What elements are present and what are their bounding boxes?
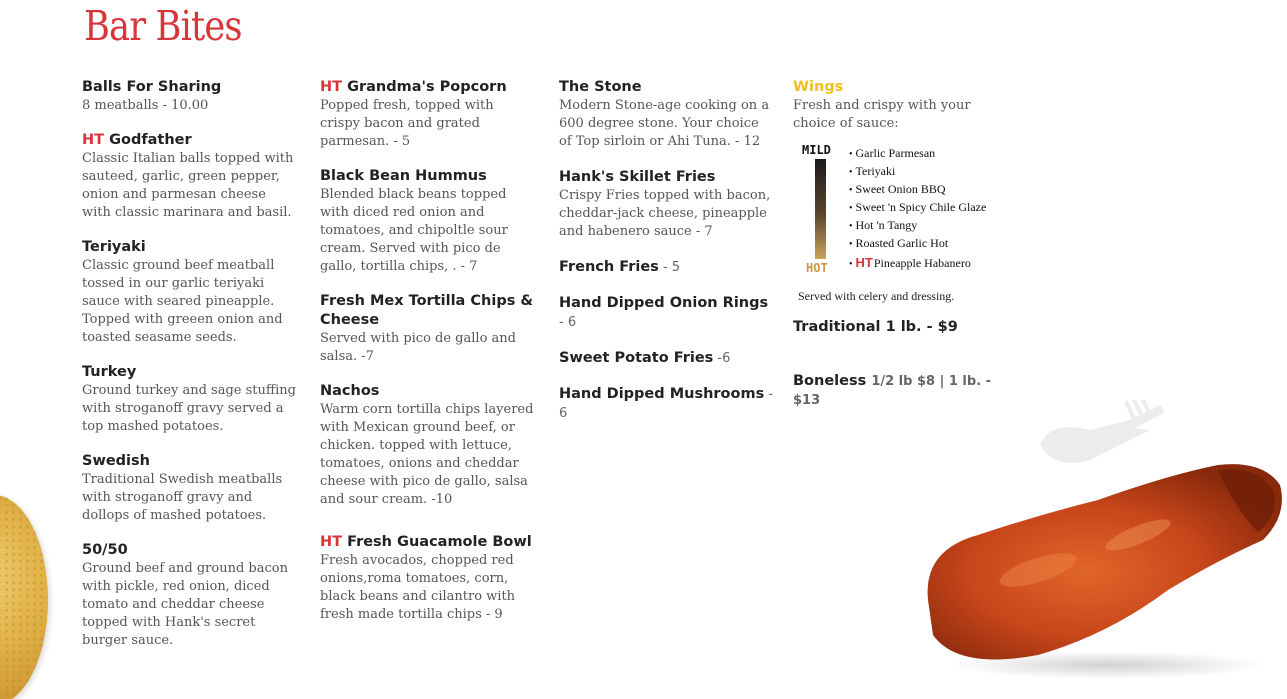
chicken-wing-image <box>918 440 1287 680</box>
item-name: 50/50 <box>82 542 128 558</box>
item-price: - 6 <box>559 315 577 330</box>
menu-item <box>82 541 297 650</box>
menu-column-2 <box>320 78 535 640</box>
item-name: Balls For Sharing <box>82 79 222 95</box>
item-name: Nachos <box>320 383 380 399</box>
item-name: The Stone <box>559 79 642 95</box>
item-desc: Served with pico de gallo and salsa. -7 <box>320 331 516 364</box>
item-name: Swedish <box>82 453 150 469</box>
item-name: Black Bean Hummus <box>320 168 487 184</box>
item-desc: Fresh avocados, chopped red onions,roma tomatoes, corn, black beans and cilantro with fresh made tortilla chips - 9 <box>320 553 516 622</box>
sauce-item: • Teriyaki <box>849 164 896 178</box>
wings-desc: Fresh and crispy with your choice of sauce: <box>793 98 971 131</box>
mild-label: MILD <box>802 143 831 157</box>
menu-item <box>320 533 535 624</box>
menu-item <box>559 78 774 151</box>
sauce-item: • Sweet 'n Spicy Chile Glaze <box>849 200 987 214</box>
item-desc: Classic Italian balls topped with sauteed, garlic, green pepper, onion and parmesan cheese with classic marinara and basil. <box>82 151 294 220</box>
wings-title: Wings <box>793 79 844 95</box>
item-name: Hand Dipped Onion Rings - 6 <box>559 295 769 330</box>
sauce-item: • Hot 'n Tangy <box>849 218 918 232</box>
menu-item <box>320 382 535 509</box>
sauce-heat-scale <box>793 143 998 283</box>
menu-item <box>82 363 297 436</box>
served-with-note: Served with celery and dressing. <box>798 289 955 303</box>
item-name: French Fries - 5 <box>559 259 681 275</box>
sauce-item: • Sweet Onion BBQ <box>849 182 946 196</box>
item-name: Hand Dipped Mushrooms - 6 <box>559 386 774 421</box>
traditional-price: Traditional 1 lb. - $9 <box>793 319 958 335</box>
ht-marker: HT <box>82 132 105 148</box>
menu-item <box>82 452 297 525</box>
menu-item <box>559 385 774 423</box>
menu-item <box>320 78 535 151</box>
menu-column-1 <box>82 78 297 666</box>
item-desc: Warm corn tortilla chips layered with Mexican ground beef, or chicken. topped with lettuce, tomatoes, onions and cheddar cheese with pico de gallo, salsa and sour cream. -10 <box>320 402 534 507</box>
sauce-item: • Garlic Parmesan <box>849 146 936 160</box>
sauce-item: • Roasted Garlic Hot <box>849 236 949 250</box>
menu-item <box>82 131 297 222</box>
item-desc: Ground beef and ground bacon with pickle, red onion, diced tomato and cheddar cheese topped with Hank's secret burger sauce. <box>82 561 288 648</box>
ht-marker: HT <box>855 255 873 270</box>
menu-item <box>559 349 774 368</box>
sauce-list <box>849 145 986 275</box>
item-price: - 6 <box>559 387 774 421</box>
item-name: Sweet Potato Fries -6 <box>559 350 731 366</box>
item-name: Fresh Mex Tortilla Chips & Cheese <box>320 293 534 328</box>
item-price: - 5 <box>658 260 681 275</box>
hot-label: HOT <box>806 261 828 275</box>
item-desc: Ground turkey and sage stuffing with stroganoff gravy served a top mashed potatoes. <box>82 383 296 434</box>
heat-gradient-bar <box>815 159 826 259</box>
item-name: Hank's Skillet Fries <box>559 169 716 185</box>
item-name: HT Fresh Guacamole Bowl <box>320 534 532 550</box>
menu-item <box>82 238 297 347</box>
item-name: HT Grandma's Popcorn <box>320 79 507 95</box>
item-desc: Modern Stone-age cooking on a 600 degree stone. Your choice of Top sirloin or Ahi Tuna. - 12 <box>559 98 770 149</box>
item-desc: Blended black beans topped with diced red onion and tomatoes, and chipoltle sour cream. Served with pico de gallo, tortilla chips, . - 7 <box>320 187 508 274</box>
item-desc: Traditional Swedish meatballs with stroganoff gravy and dollops of mashed potatoes. <box>82 472 283 523</box>
menu-item <box>559 258 774 277</box>
item-desc: Crispy Fries topped with bacon, cheddar-jack cheese, pineapple and habenero sauce - 7 <box>559 188 771 239</box>
menu-item <box>82 78 297 115</box>
item-name: Teriyaki <box>82 239 146 255</box>
menu-column-3 <box>559 78 774 440</box>
item-desc: 8 meatballs - 10.00 <box>82 98 209 113</box>
item-desc: Classic ground beef meatball tossed in our garlic teriyaki sauce with seared pineapple. Topped with greeen onion and toasted seasame seeds. <box>82 258 283 345</box>
menu-item <box>320 292 535 366</box>
tortilla-chip-image <box>0 495 48 699</box>
item-name: Turkey <box>82 364 137 380</box>
menu-item <box>559 168 774 241</box>
item-desc: Popped fresh, topped with crispy bacon and grated parmesan. - 5 <box>320 98 494 149</box>
wings-column <box>793 78 998 410</box>
ht-marker: HT <box>320 534 343 550</box>
page-title: Bar Bites <box>84 2 242 50</box>
ht-marker: HT <box>320 79 343 95</box>
menu-item <box>320 167 535 276</box>
sauce-item: • HTPineapple Habanero <box>849 255 971 270</box>
menu-item <box>559 294 774 332</box>
item-price: -6 <box>713 351 731 366</box>
item-name: HT Godfather <box>82 132 192 148</box>
boneless-price: Boneless 1/2 lb $8 | 1 lb. - $13 <box>793 373 992 408</box>
